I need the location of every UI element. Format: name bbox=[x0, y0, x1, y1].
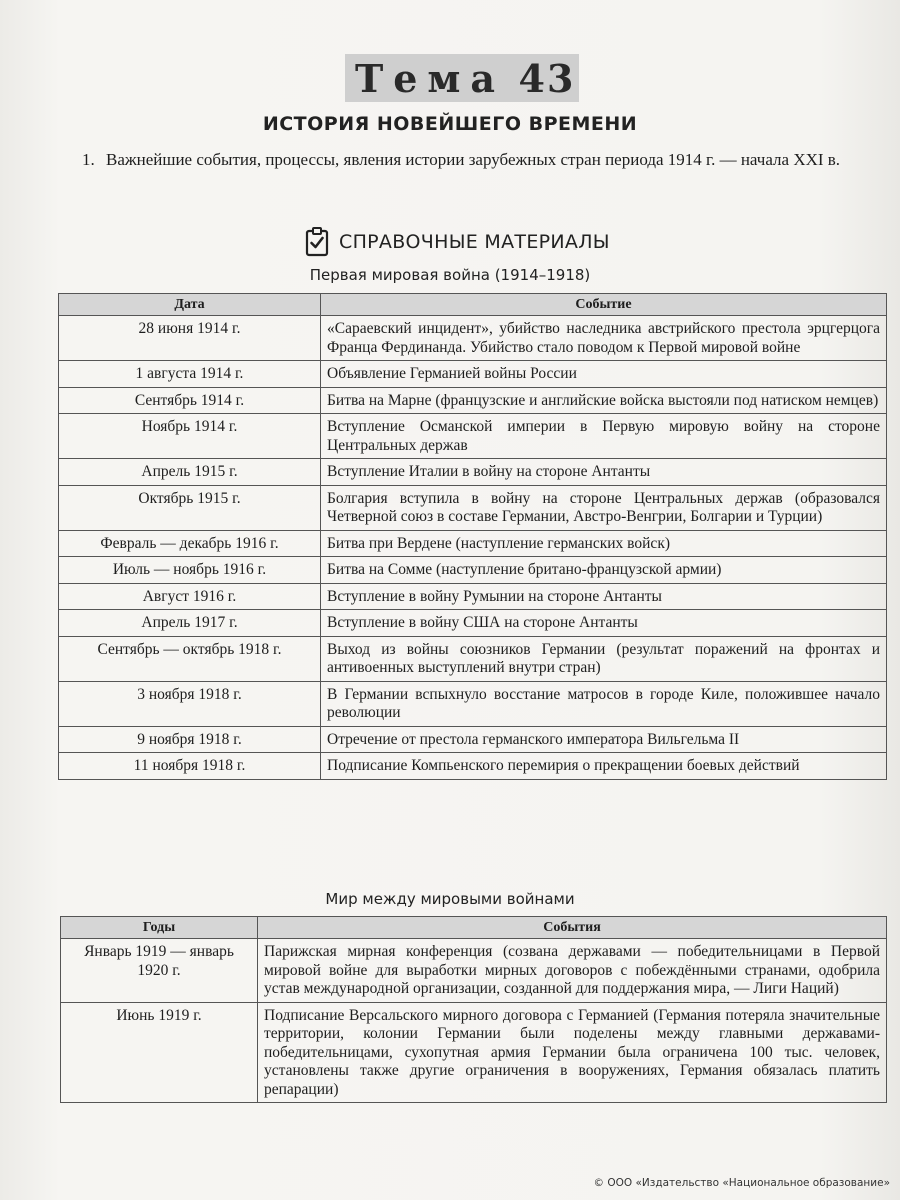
date-cell: 1 августа 1914 г. bbox=[59, 361, 321, 388]
event-cell: Вступление в войну США на стороне Антанты bbox=[321, 610, 887, 637]
column-header-event: Событие bbox=[321, 294, 887, 316]
date-cell: Октябрь 1915 г. bbox=[59, 485, 321, 530]
table-row bbox=[59, 414, 887, 459]
table-row bbox=[61, 939, 887, 1003]
event-cell: Битва на Марне (французские и английские войска выстояли под натиском немцев) bbox=[321, 387, 887, 414]
date-cell: Июнь 1919 г. bbox=[61, 1002, 258, 1103]
date-cell: 9 ноября 1918 г. bbox=[59, 726, 321, 753]
date-cell: 3 ноября 1918 г. bbox=[59, 681, 321, 726]
table-row bbox=[59, 610, 887, 637]
column-header-date: Дата bbox=[59, 294, 321, 316]
event-cell: Битва при Вердене (наступление германских войск) bbox=[321, 530, 887, 557]
topic-number: 43 bbox=[515, 54, 579, 102]
table-header-row bbox=[59, 294, 887, 316]
copyright: © ООО «Издательство «Национальное образование» bbox=[593, 1177, 890, 1189]
event-cell: Подписание Компьенского перемирия о прекращении боевых действий bbox=[321, 753, 887, 780]
reference-heading-text: СПРАВОЧНЫЕ МАТЕРИАЛЫ bbox=[339, 231, 610, 253]
event-cell: Парижская мирная конференция (созвана державами — победительницами в Первой мировой войне для выработки мирных договоров с побеждёнными странами, одобрила устав международной организации, созданной для поддержания мира, — Лиги Наций) bbox=[258, 939, 887, 1003]
date-cell: Август 1916 г. bbox=[59, 583, 321, 610]
event-cell: Вступление в войну Румынии на стороне Антанты bbox=[321, 583, 887, 610]
event-cell: Болгария вступила в войну на стороне Центральных держав (образовался Четверной союз в составе Германии, Австро-Венгрии, Болгарии и Турции) bbox=[321, 485, 887, 530]
table-row bbox=[59, 681, 887, 726]
list-item bbox=[82, 148, 892, 172]
table1-caption: Первая мировая война (1914–1918) bbox=[309, 266, 591, 284]
list-item-text: Важнейшие события, процессы, явления истории зарубежных стран периода 1914 г. — начала XXI в. bbox=[106, 150, 841, 169]
event-cell: Отречение от престола германского императора Вильгельма II bbox=[321, 726, 887, 753]
table2-caption: Мир между мировыми войнами bbox=[325, 890, 575, 908]
table-row bbox=[61, 1002, 887, 1103]
date-cell: Январь 1919 — январь 1920 г. bbox=[61, 939, 258, 1003]
table-row bbox=[59, 361, 887, 388]
date-cell: Февраль — декабрь 1916 г. bbox=[59, 530, 321, 557]
event-cell: Подписание Версальского мирного договора с Германией (Германия потеряла значительные территории, колонии Германии были поделены между главными державами-победительницами, сухопутная армия Германии была ограничена 100 тыс. человек, установлены также другие ограничения в вооружениях, Германия обязалась платить репарации) bbox=[258, 1002, 887, 1103]
table-row bbox=[59, 636, 887, 681]
event-cell: Битва на Сомме (наступление британо-французской армии) bbox=[321, 557, 887, 584]
event-cell: Вступление Италии в войну на стороне Антанты bbox=[321, 459, 887, 486]
date-cell: 11 ноября 1918 г. bbox=[59, 753, 321, 780]
event-cell: «Сараевский инцидент», убийство наследника австрийского престола эрцгерцога Франца Фердинанда. Убийство стало поводом к Первой мировой войне bbox=[321, 316, 887, 361]
table-row bbox=[59, 387, 887, 414]
section-title: ИСТОРИЯ НОВЕЙШЕГО ВРЕМЕНИ bbox=[262, 113, 638, 135]
date-cell: Июль — ноябрь 1916 г. bbox=[59, 557, 321, 584]
table-row bbox=[59, 485, 887, 530]
column-header-years: Годы bbox=[61, 917, 258, 939]
date-cell: Апрель 1917 г. bbox=[59, 610, 321, 637]
topic-label: Тема bbox=[345, 54, 515, 102]
table-row bbox=[59, 726, 887, 753]
table-row bbox=[59, 530, 887, 557]
topic-banner bbox=[345, 50, 585, 106]
event-cell: Объявление Германией войны России bbox=[321, 361, 887, 388]
reference-heading bbox=[305, 226, 610, 258]
column-header-events: События bbox=[258, 917, 887, 939]
table-row bbox=[59, 583, 887, 610]
table-row bbox=[59, 316, 887, 361]
date-cell: Сентябрь 1914 г. bbox=[59, 387, 321, 414]
list-item-number: 1. bbox=[82, 150, 95, 169]
interwar-table bbox=[60, 916, 887, 1103]
table-row bbox=[59, 753, 887, 780]
event-cell: Выход из войны союзников Германии (результат поражений на фронтах и антивоенных выступлений внутри стран) bbox=[321, 636, 887, 681]
table-row bbox=[59, 557, 887, 584]
event-cell: Вступление Османской империи в Первую мировую войну на стороне Центральных держав bbox=[321, 414, 887, 459]
table-header-row bbox=[61, 917, 887, 939]
date-cell: 28 июня 1914 г. bbox=[59, 316, 321, 361]
clipboard-check-icon bbox=[305, 227, 329, 257]
date-cell: Апрель 1915 г. bbox=[59, 459, 321, 486]
ww1-table bbox=[58, 293, 887, 780]
date-cell: Сентябрь — октябрь 1918 г. bbox=[59, 636, 321, 681]
date-cell: Ноябрь 1914 г. bbox=[59, 414, 321, 459]
table-row bbox=[59, 459, 887, 486]
event-cell: В Германии вспыхнуло восстание матросов в городе Киле, положившее начало революции bbox=[321, 681, 887, 726]
